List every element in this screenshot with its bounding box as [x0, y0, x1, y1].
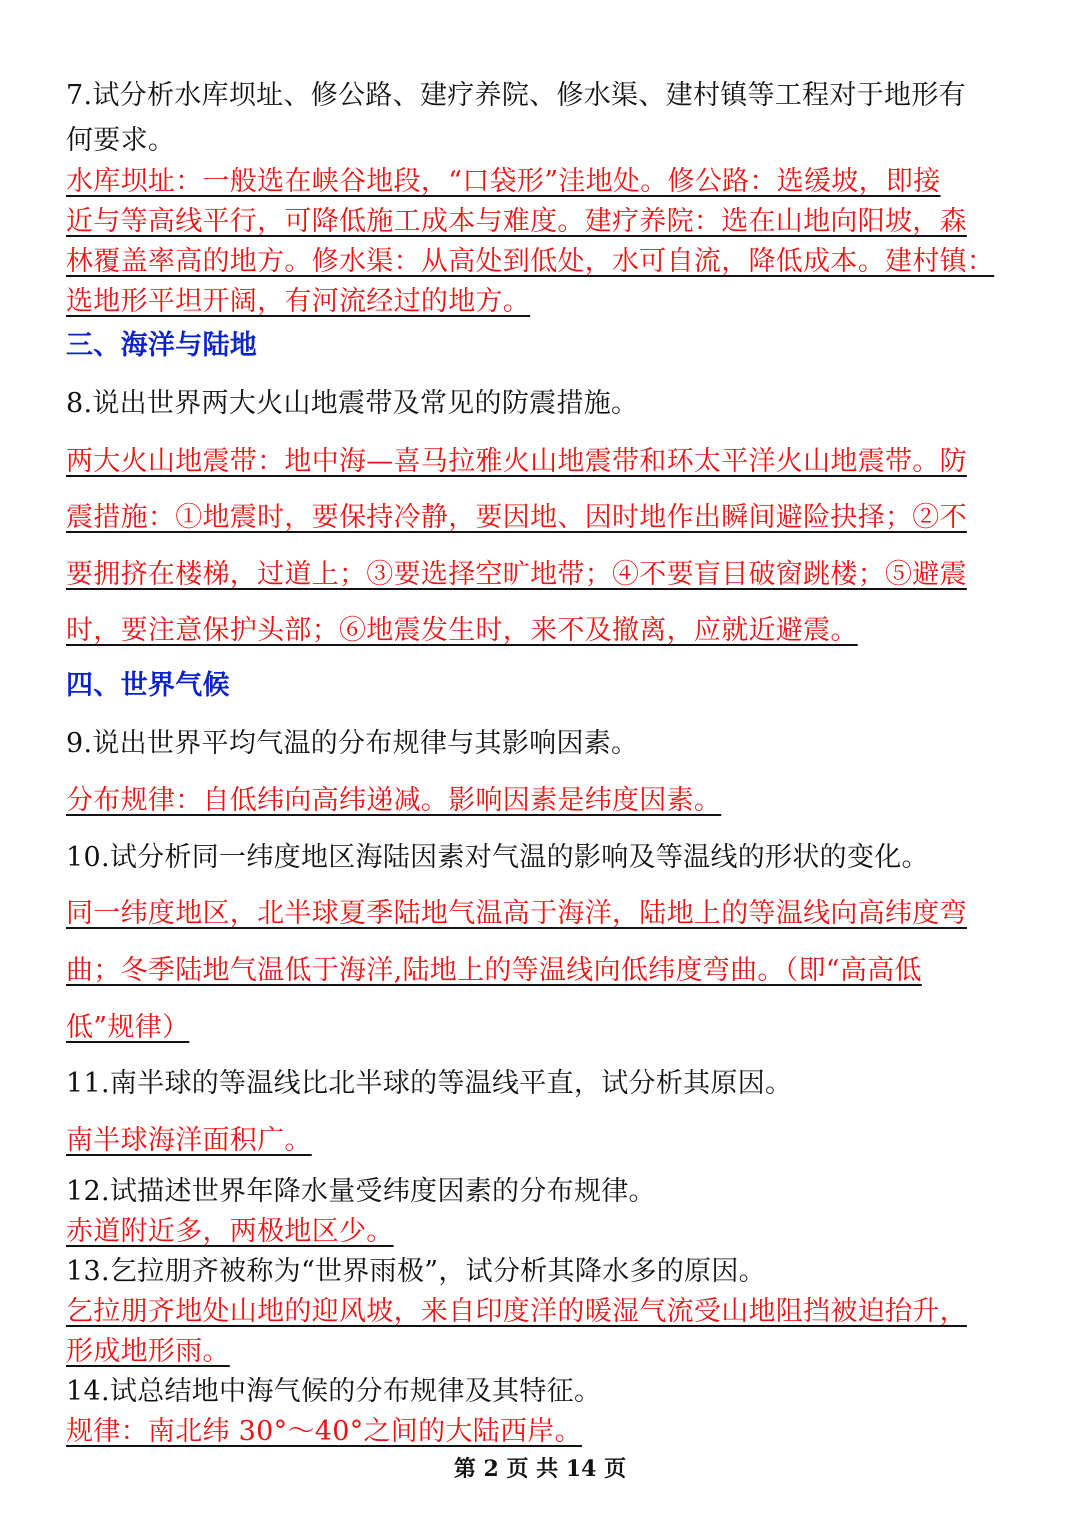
section-heading-world-climate: 四、世界气候 — [66, 670, 230, 701]
question-14: 14.试总结地中海气候的分布规律及其特征。 — [66, 1376, 602, 1407]
question-7-line-1: 7.试分析水库坝址、修公路、建疗养院、修水渠、建村镇等工程对于地形有 — [66, 80, 966, 111]
answer-7-line-3: 林覆盖率高的地方。修水渠：从高处到低处，水可自流，降低成本。建村镇： — [66, 246, 995, 277]
page-number-footer: 第 2 页 共 14 页 — [453, 1456, 627, 1482]
answer-10-line-1: 同一纬度地区，北半球夏季陆地气温高于海洋，陆地上的等温线向高纬度弯 — [66, 898, 967, 929]
question-11: 11.南半球的等温线比北半球的等温线平直，试分析其原因。 — [66, 1068, 793, 1099]
question-13: 13.乞拉朋齐被称为“世界雨极”，试分析其降水多的原因。 — [66, 1256, 766, 1287]
answer-11: 南半球海洋面积广。 — [66, 1125, 312, 1156]
answer-14: 规律：南北纬 30°～40°之间的大陆西岸。 — [66, 1416, 582, 1447]
answer-8-line-2: 震措施：①地震时，要保持冷静，要因地、因时地作出瞬间避险抉择；②不 — [66, 502, 967, 533]
answer-7-line-1: 水库坝址：一般选在峡谷地段，“口袋形”洼地处。修公路：选缓坡，即接 — [66, 166, 941, 197]
answer-8-line-4: 时，要注意保护头部；⑥地震发生时，来不及撤离，应就近避震。 — [66, 615, 858, 646]
answer-13-line-2: 形成地形雨。 — [66, 1336, 230, 1367]
answer-7-line-4: 选地形平坦开阔，有河流经过的地方。 — [66, 286, 531, 317]
answer-8-line-3: 要拥挤在楼梯，过道上；③要选择空旷地带；④不要盲目破窗跳楼；⑤避震 — [66, 559, 967, 590]
question-8: 8.说出世界两大火山地震带及常见的防震措施。 — [66, 388, 639, 419]
section-heading-ocean-land: 三、海洋与陆地 — [66, 330, 258, 361]
question-7-line-2: 何要求。 — [66, 125, 176, 156]
question-10: 10.试分析同一纬度地区海陆因素对气温的影响及等温线的形状的变化。 — [66, 842, 929, 873]
answer-10-line-2: 曲；冬季陆地气温低于海洋,陆地上的等温线向低纬度弯曲。（即“高高低 — [66, 955, 922, 986]
answer-8-line-1: 两大火山地震带：地中海—喜马拉雅火山地震带和环太平洋火山地震带。防 — [66, 446, 967, 477]
answer-12: 赤道附近多，两极地区少。 — [66, 1216, 394, 1247]
answer-13-line-1: 乞拉朋齐地处山地的迎风坡，来自印度洋的暖湿气流受山地阻挡被迫抬升， — [66, 1296, 967, 1327]
answer-9: 分布规律：自低纬向高纬递减。影响因素是纬度因素。 — [66, 785, 722, 816]
answer-7-line-2: 近与等高线平行，可降低施工成本与难度。建疗养院：选在山地向阳坡，森 — [66, 206, 967, 237]
question-12: 12.试描述世界年降水量受纬度因素的分布规律。 — [66, 1176, 656, 1207]
question-9: 9.说出世界平均气温的分布规律与其影响因素。 — [66, 728, 639, 759]
answer-10-line-3: 低”规律） — [66, 1012, 190, 1043]
